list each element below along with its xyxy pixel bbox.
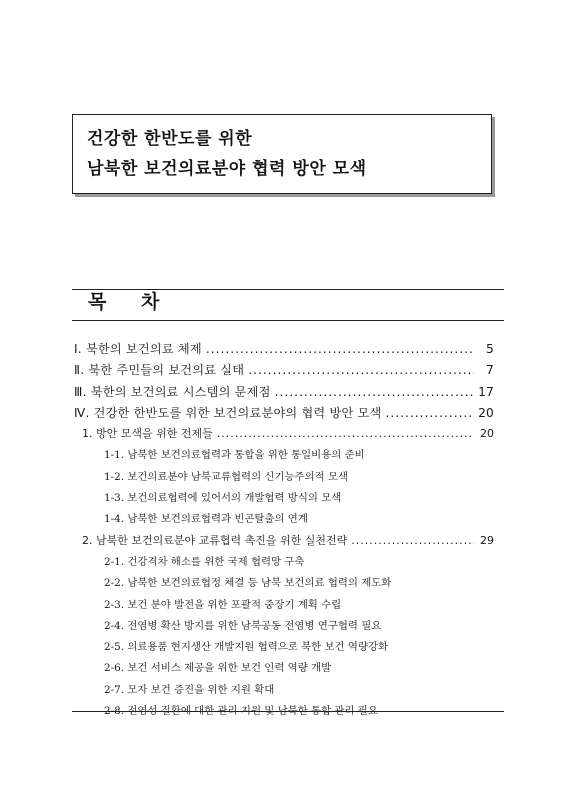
toc-leader-dots: [275, 385, 474, 399]
toc-entry-label: 2-8. 전염성 질환에 대한 관리 지원 및 남북한 통합 관리 필요: [104, 705, 378, 718]
toc-entry-subsection-2-5[interactable]: [74, 638, 494, 659]
toc-entry-subsection-1-3[interactable]: [74, 489, 494, 510]
toc-heading: 목 차: [88, 291, 174, 313]
toc-entry-label: 1-1. 남북한 보건의료협력과 통합을 위한 통일비용의 준비: [104, 449, 365, 462]
report-title-line-1: 건강한 한반도를 위한: [87, 129, 253, 149]
toc-entry-label: Ⅱ. 북한 주민들의 보건의료 실태: [74, 363, 245, 378]
toc-entry-label: 2. 남북한 보건의료분야 교류협력 촉진을 위한 실천전략: [82, 533, 348, 547]
toc-entry-page: 17: [478, 384, 494, 399]
toc-entry-label: 2-7. 모자 보건 증진을 위한 지원 확대: [104, 683, 275, 696]
toc-entry-label: 1. 방안 모색을 위한 전제들: [82, 427, 213, 441]
toc-entry-subsection-2-1[interactable]: [74, 553, 494, 574]
toc-entry-section-1[interactable]: [74, 425, 494, 446]
table-of-contents: [74, 340, 494, 723]
toc-entry-label: 2-1. 건강격차 해소를 위한 국제 협력망 구축: [104, 555, 305, 568]
toc-entry-page: 20: [478, 405, 494, 420]
toc-entry-label: 2-6. 보건 서비스 제공을 위한 보건 인력 역량 개발: [104, 662, 332, 675]
toc-entry-label: 1-2. 보건의료분야 남북교류협력의 신기능주의적 모색: [104, 470, 349, 483]
toc-entry-chapter-1[interactable]: [74, 340, 494, 361]
toc-entry-chapter-2[interactable]: [74, 361, 494, 382]
toc-entry-label: 1-4. 남북한 보건의료협력과 빈곤탈출의 연계: [104, 513, 308, 526]
toc-entry-subsection-2-2[interactable]: [74, 574, 494, 595]
toc-entry-page: 7: [486, 363, 494, 378]
toc-leader-dots: [206, 342, 474, 356]
toc-entry-label: 2-5. 의료용품 현지생산 개발지원 협력으로 북한 보건 역량강화: [104, 641, 389, 654]
toc-entry-label: 2-2. 남북한 보건의료협정 체결 등 남북 보건의료 협력의 제도화: [104, 577, 392, 590]
toc-entry-chapter-3[interactable]: [74, 383, 494, 404]
toc-entry-section-2[interactable]: [74, 532, 494, 553]
toc-entry-subsection-2-7[interactable]: [74, 681, 494, 702]
toc-entry-subsection-1-4[interactable]: [74, 510, 494, 531]
toc-leader-dots: [351, 534, 474, 547]
toc-entry-chapter-4[interactable]: [74, 404, 494, 425]
toc-leader-dots: [248, 363, 474, 377]
toc-entry-label: Ⅰ. 북한의 보건의료 체제: [74, 342, 202, 356]
report-title-box: [72, 114, 492, 194]
toc-bottom-rule: [72, 711, 504, 712]
toc-leader-dots: [385, 406, 474, 420]
toc-heading-rule: [72, 320, 504, 321]
toc-entry-label: Ⅳ. 건강한 한반도를 위한 보건의료분야의 협력 방안 모색: [74, 405, 382, 420]
toc-entry-label: 1-3. 보건의료협력에 있어서의 개발협력 방식의 모색: [104, 492, 342, 505]
toc-entry-subsection-2-6[interactable]: [74, 659, 494, 680]
toc-entry-subsection-2-8[interactable]: [74, 702, 494, 723]
toc-leader-dots: [217, 427, 474, 440]
toc-entry-subsection-1-2[interactable]: [74, 468, 494, 489]
report-title-line-2: 남북한 보건의료분야 협력 방안 모색: [87, 159, 367, 179]
toc-entry-page: 29: [480, 533, 494, 547]
toc-entry-label: 2-4. 전염병 확산 방지를 위한 남북공동 전염병 연구협력 필요: [104, 619, 382, 632]
toc-entry-subsection-1-1[interactable]: [74, 446, 494, 467]
toc-entry-subsection-2-4[interactable]: [74, 617, 494, 638]
toc-entry-label: 2-3. 보건 분야 발전을 위한 포괄적 중장기 계획 수립: [104, 598, 342, 611]
toc-entry-page: 5: [486, 342, 494, 356]
toc-entry-page: 20: [480, 427, 494, 441]
toc-entry-label: Ⅲ. 북한의 보건의료 시스템의 문제점: [74, 384, 271, 399]
toc-entry-subsection-2-3[interactable]: [74, 596, 494, 617]
